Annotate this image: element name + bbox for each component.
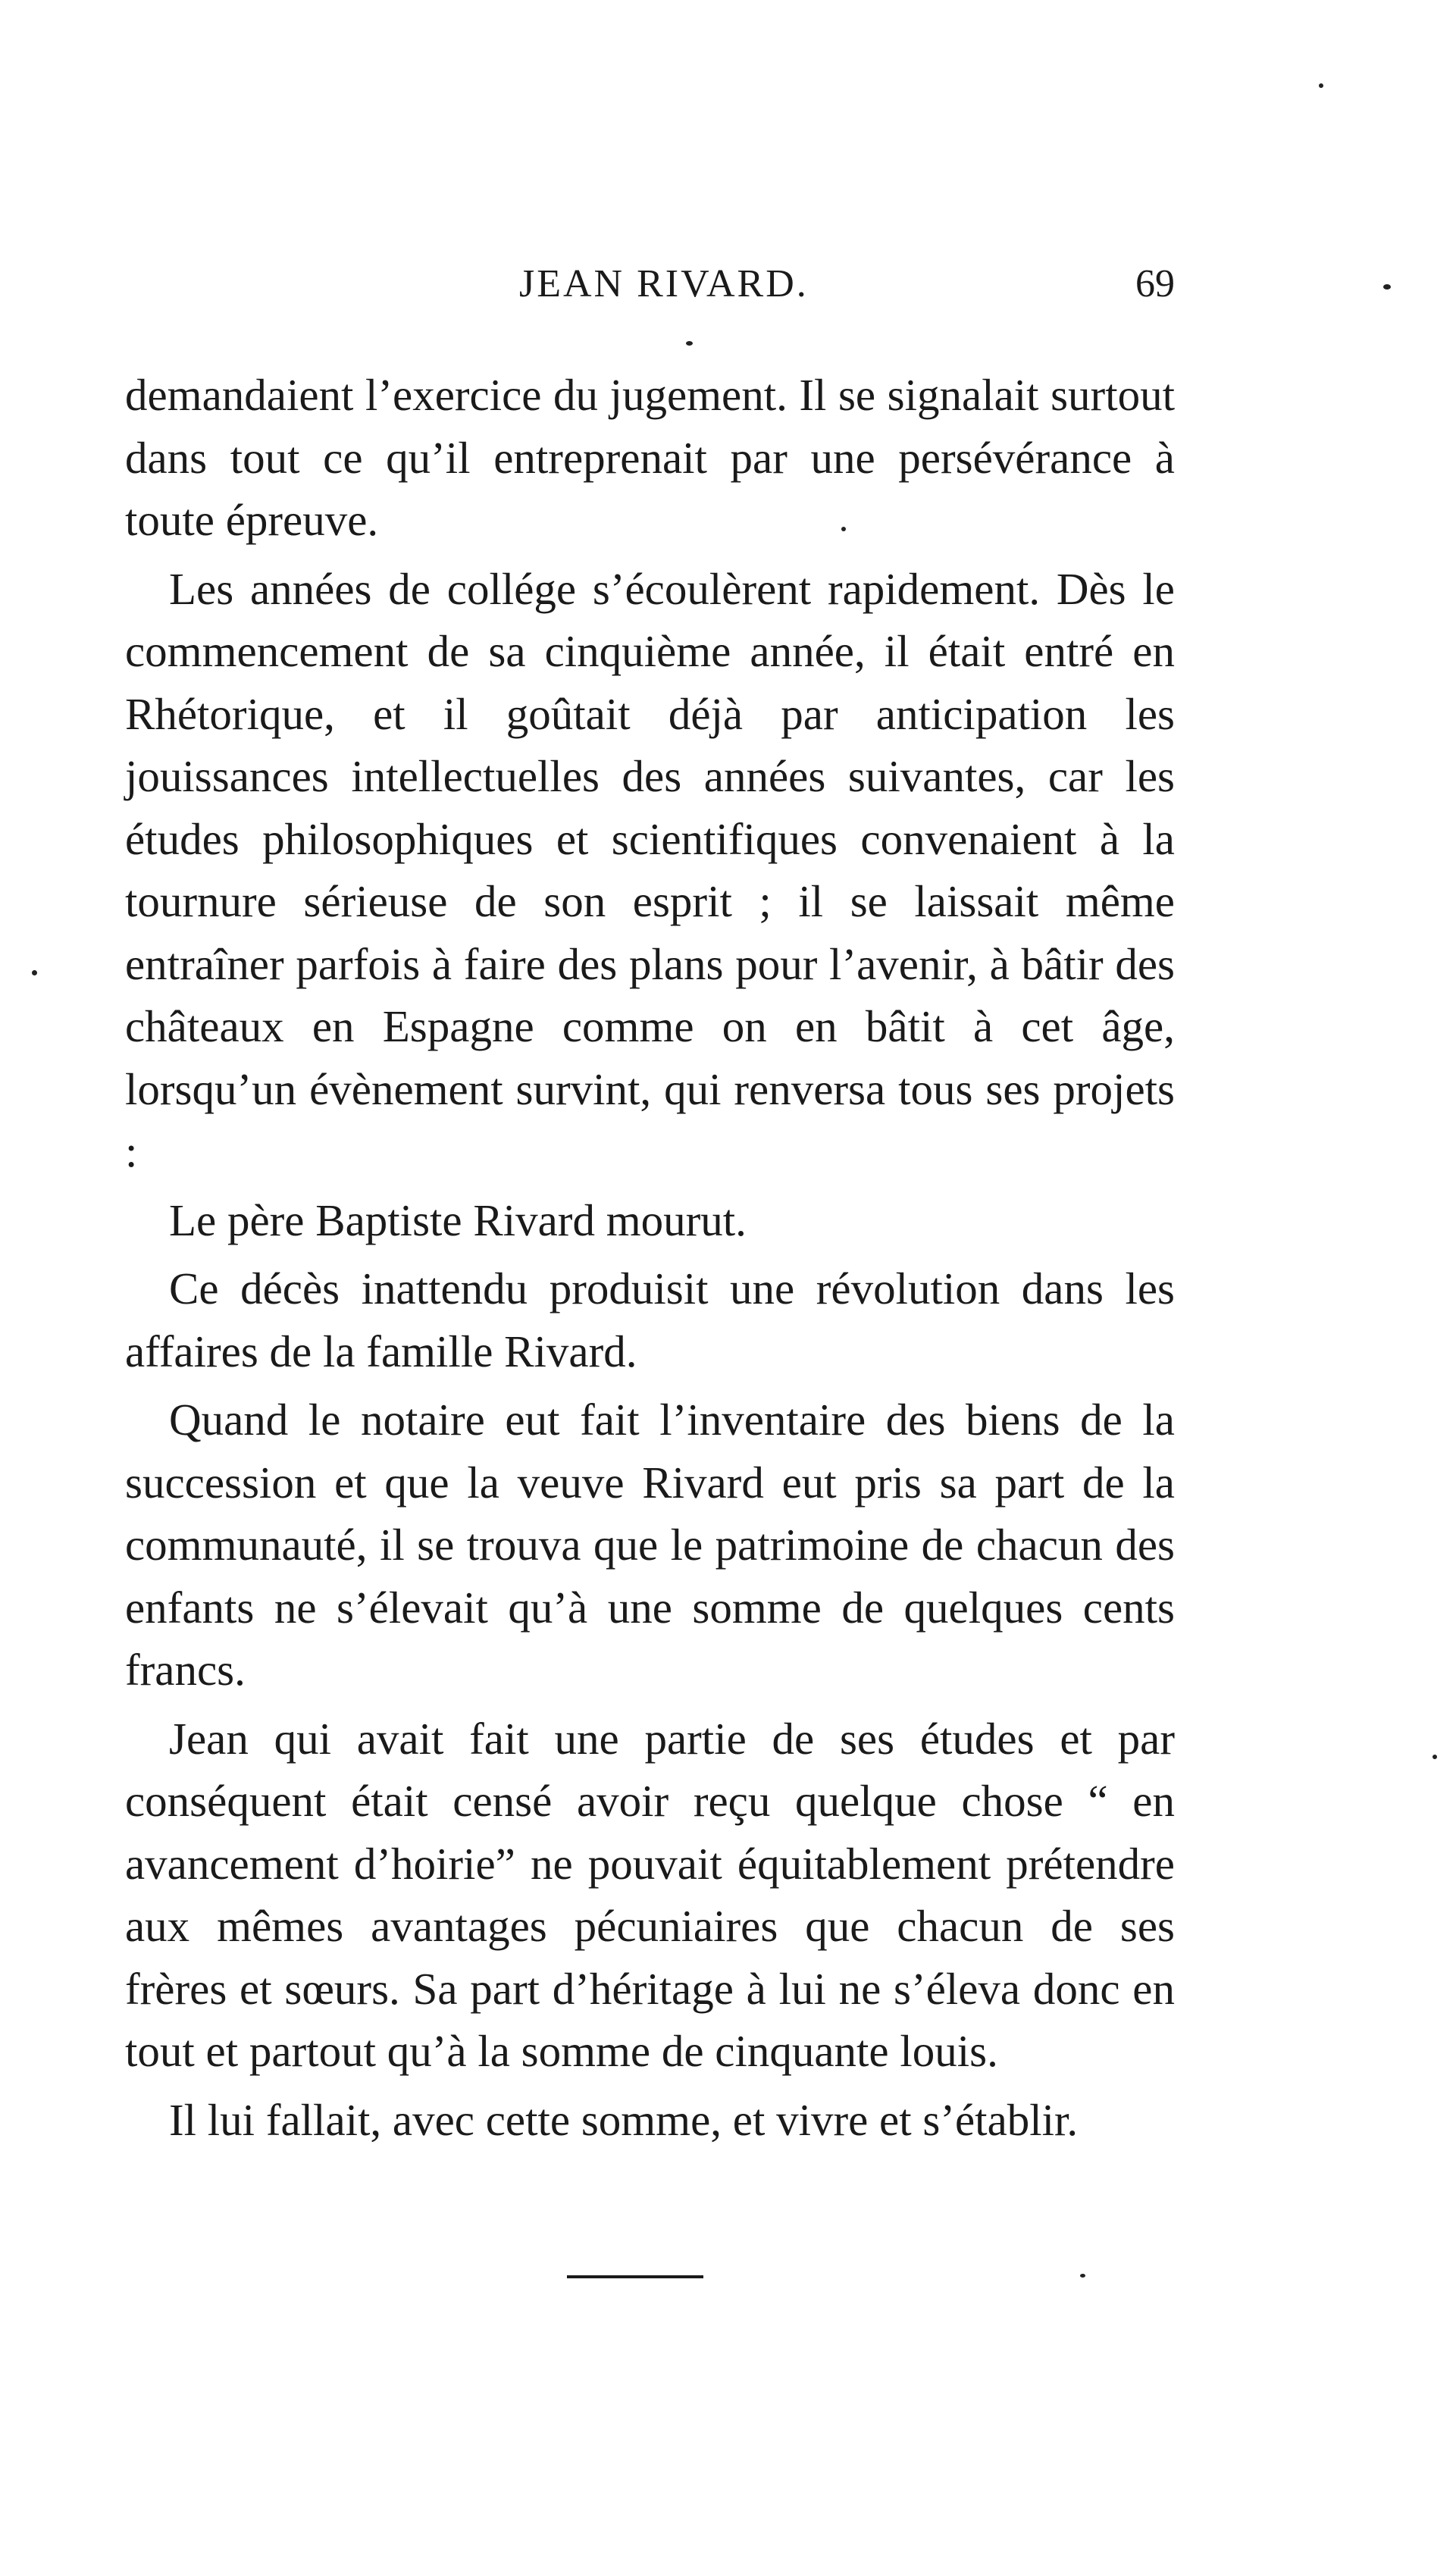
scan-speck <box>1080 2274 1085 2278</box>
paragraph-jean-share: Jean qui avait fait une partie de ses études et par conséquent était censé avoir reçu quelque chose “ en avancement d’hoirie” ne pouvait équitablement prétendre aux mêmes avantages pécuniaires que chacun de ses frères et sœurs. Sa part d’héritage à lui ne s’éleva donc en tout et partout qu’à la somme de cinquante louis. <box>125 1713 1175 2076</box>
scan-speck <box>841 527 846 531</box>
scan-speck <box>1433 1755 1437 1759</box>
running-title: JEAN RIVARD. <box>519 262 809 305</box>
scan-speck <box>686 341 693 346</box>
page-number: 69 <box>1135 262 1175 305</box>
paragraph-revolution: Ce décès inattendu produisit une révolution dans les affaires de la famille Rivard. <box>125 1263 1175 1376</box>
scan-speck <box>1383 284 1391 290</box>
scan-speck <box>1319 83 1323 88</box>
body-text <box>125 364 1175 2157</box>
paragraph-continued: demandaient l’exercice du jugement. Il se signalait surtout dans tout ce qu’il entreprenait par une persévérance à toute épreuve. <box>125 370 1175 545</box>
paragraph-college-years: Les années de collége s’écoulèrent rapidement. Dès le commencement de sa cinquième année, il était entré en Rhétorique, et il goûtait déjà par anticipation les jouissances intellectuelles des années suivantes, car les études philosophiques et scientifiques convenaient à la tournure sérieuse de son esprit ; il se laissait même entraîner parfois à faire des plans pour l’avenir, à bâtir des châteaux en Espagne comme on en bâtit à cet âge, lorsqu’un évènement survint, qui renversa tous ses projets : <box>125 563 1175 1176</box>
paragraph-inheritance: Quand le notaire eut fait l’inventaire des biens de la succession et que la veuve Rivard eut pris sa part de la communauté, il se trouva que le patrimoine de chacun des enfants ne s’élevait qu’à une somme de quelques cents francs. <box>125 1395 1175 1695</box>
section-end-rule <box>567 2275 703 2278</box>
paragraph-father-death: Le père Baptiste Rivard mourut. <box>169 1194 747 1245</box>
scan-speck <box>32 970 37 975</box>
paragraph-closing: Il lui fallait, avec cette somme, et vivre et s’établir. <box>169 2094 1079 2145</box>
page-header <box>125 261 1175 315</box>
